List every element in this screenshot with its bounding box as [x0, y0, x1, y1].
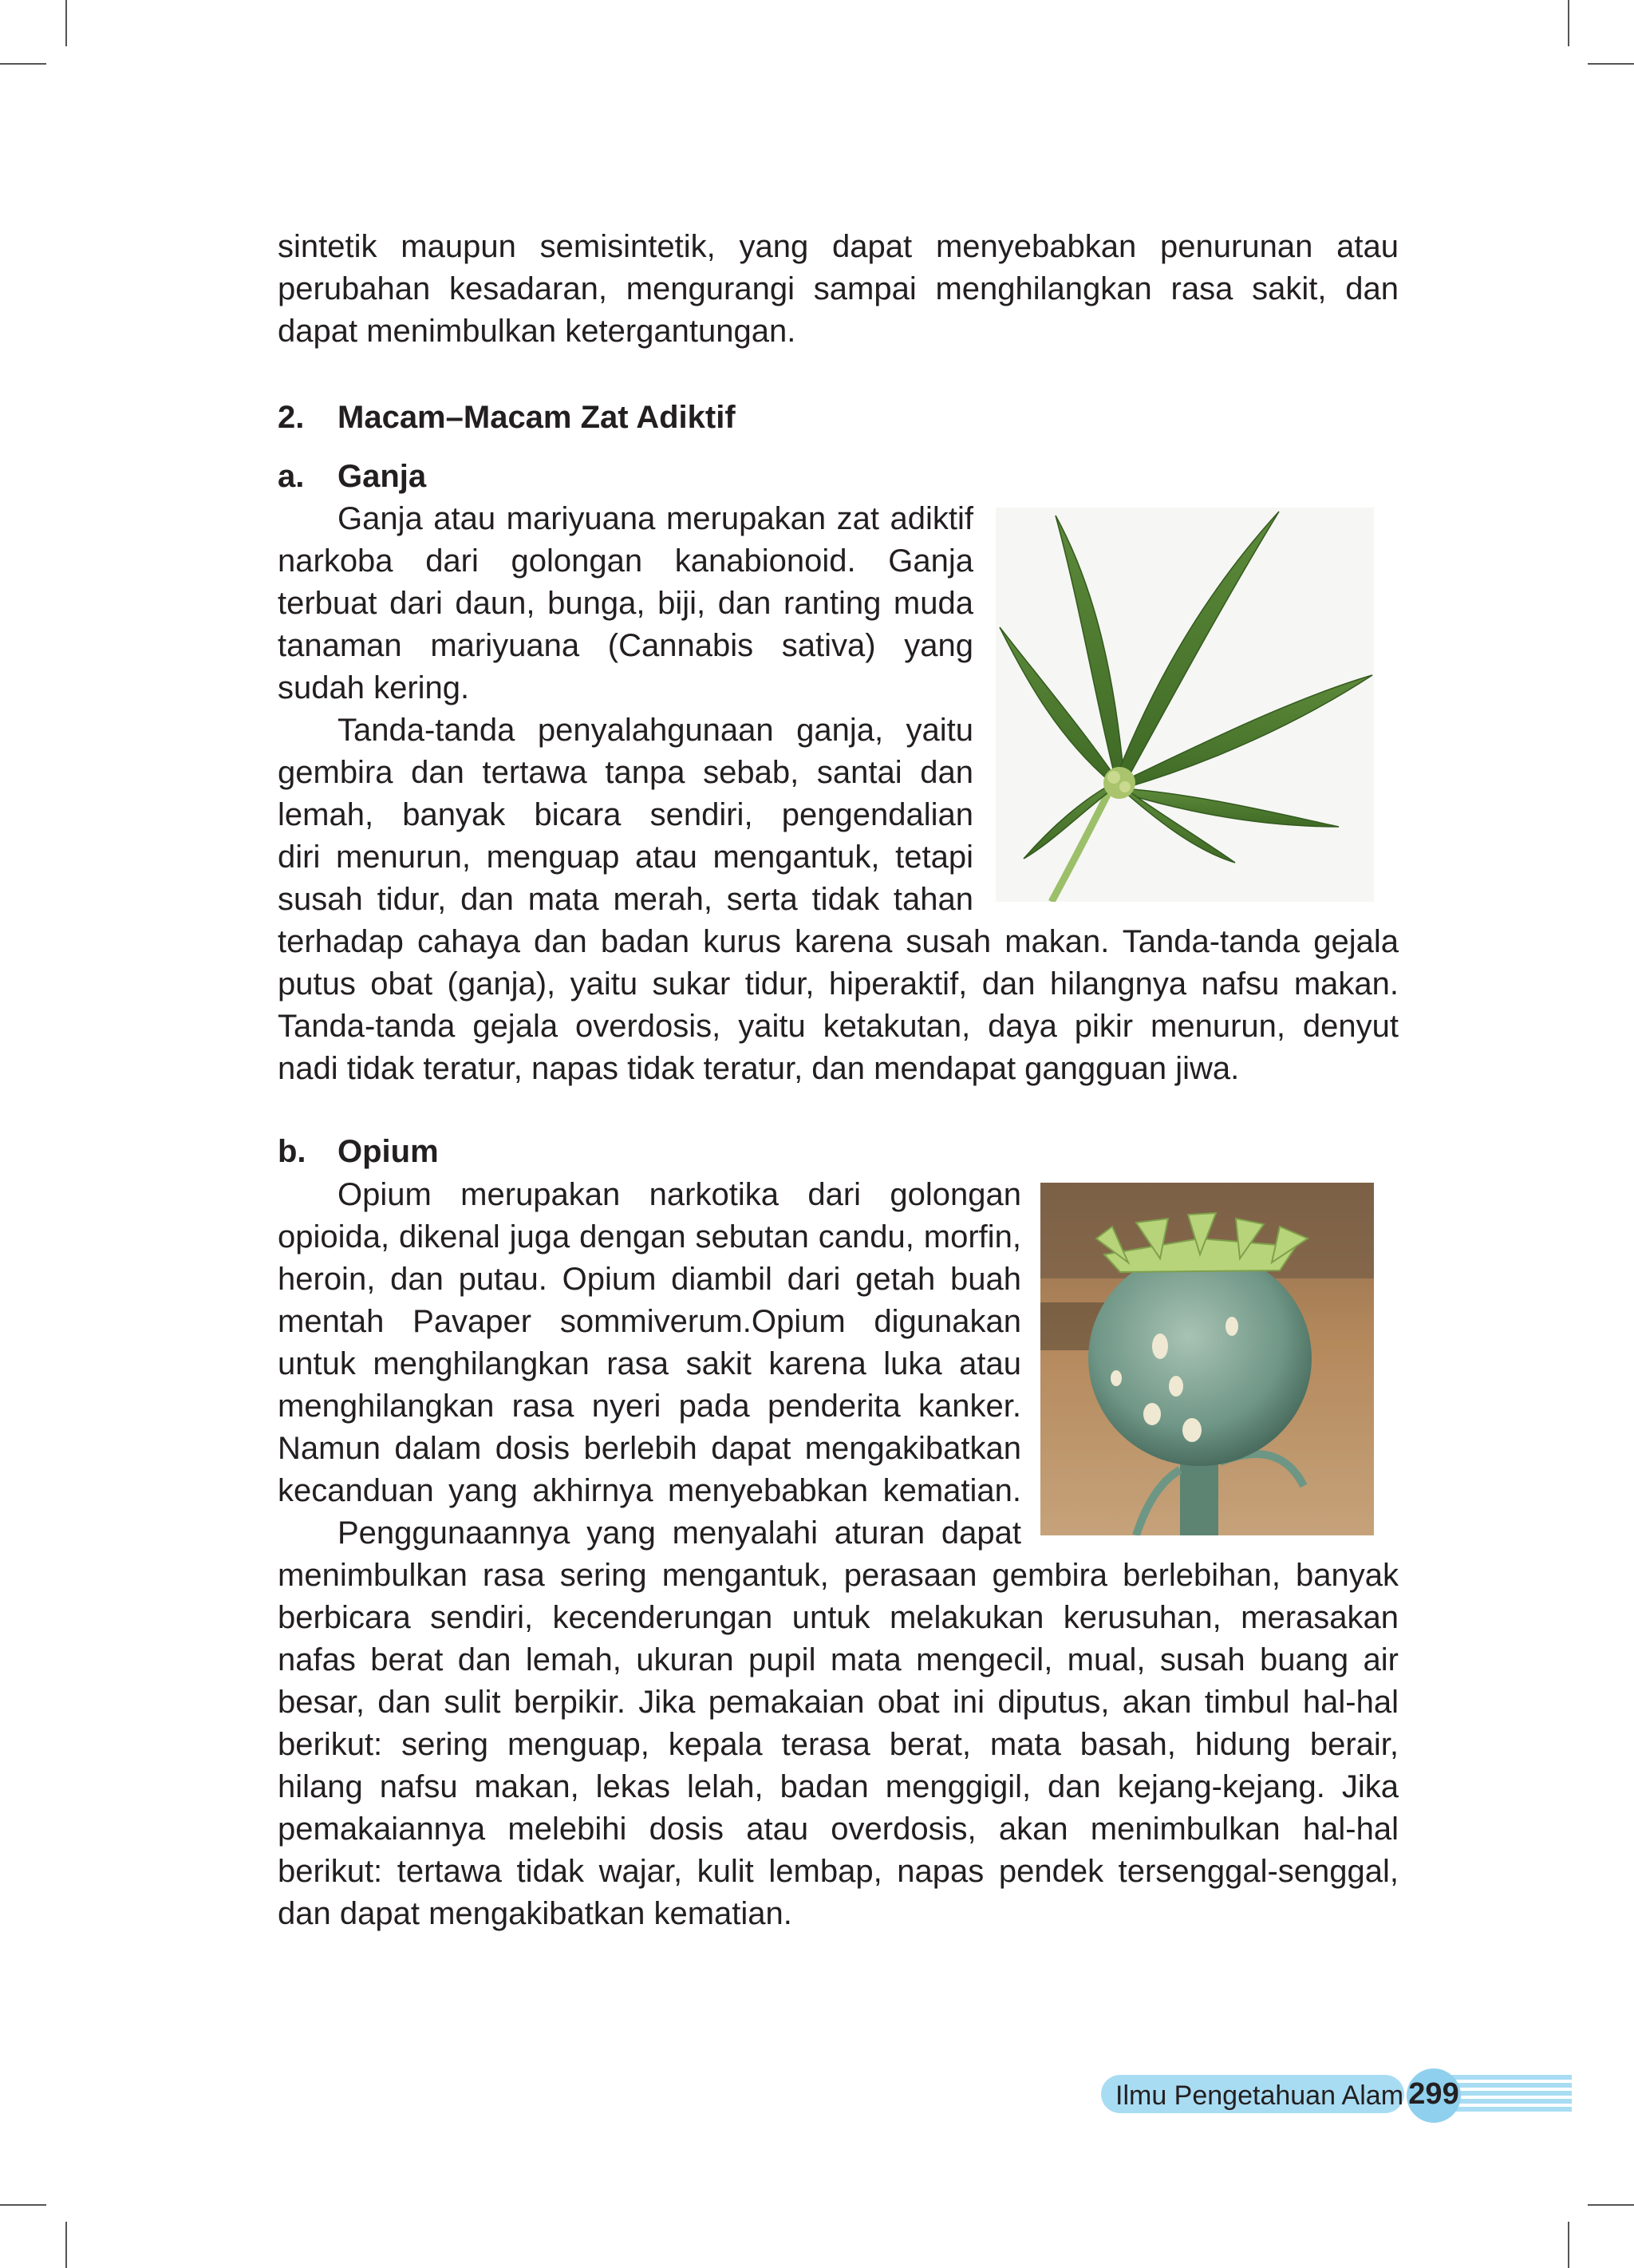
ganja-letter: a.: [278, 459, 305, 494]
opium-para1-line: Opium merupakan narkotika dari golongan: [337, 1177, 1021, 1212]
opium-para2-rest: menimbulkan rasa sering mengantuk, perasaan gembira berlebihan, banyak berbicara sendiri, kecenderungan untuk melakukan kerusuhan, merasakan nafas berat dan lemah, ukuran pupil mata mengecil, mual, susah buang air besar, dan sulit berpikir. Jika pemakaian obat ini diputus, akan timbul hal-hal berikut: sering menguap, kepala terasa berat, mata basah, hidung berair, hilang nafsu makan, lekas lelah, badan menggigil, dan kejang-kejang. Jika pemakaiannya melebihi dosis atau overdosis, akan menimbulkan hal-hal berikut: tertawa tidak wajar, kulit lembap, napas pendek tersenggal-senggal, dan dapat mengakibatkan kematian.: [278, 1558, 1399, 1931]
ganja-heading: [278, 456, 426, 498]
cannabis-leaf-image: [996, 508, 1374, 902]
section-number: 2.: [278, 400, 305, 435]
crop-mark-bottom-left-v: [65, 2222, 67, 2268]
crop-mark-top-left-h: [0, 63, 46, 65]
opium-para1-line: menghilangkan rasa nyeri pada penderita kanker.: [278, 1389, 1021, 1424]
ganja-para1-line: narkoba dari golongan kanabionoid. Ganja: [278, 543, 973, 579]
opium-narrow-column: [278, 1174, 1021, 1555]
ganja-para1-line: tanaman mariyuana (Cannabis sativa) yang: [278, 628, 973, 663]
opium-para1-line: heroin, dan putau. Opium diambil dari getah buah: [278, 1262, 1021, 1297]
crop-mark-bottom-left-h: [0, 2204, 46, 2206]
opium-poppy-svg: [1040, 1183, 1374, 1535]
opium-para2-first-line: Penggunaannya yang menyalahi aturan dapat: [337, 1515, 1021, 1551]
page-number: 299: [1408, 2077, 1459, 2111]
opium-para1-line: untuk menghilangkan rasa sakit karena luka atau: [278, 1346, 1021, 1381]
opium-para1-line: kecanduan yang akhirnya menyebabkan kematian.: [278, 1473, 1021, 1508]
ganja-para1-line: terbuat dari daun, bunga, biji, dan ranting muda: [278, 586, 973, 621]
crop-mark-top-right-v: [1568, 0, 1569, 46]
ganja-para2-line: Tanda-tanda penyalahgunaan ganja, yaitu: [337, 713, 973, 748]
ganja-para2-line: gembira dan tertawa tanpa sebab, santai dan: [278, 755, 973, 790]
section-title: Macam–Macam Zat Adiktif: [337, 400, 736, 435]
crop-mark-bottom-right-v: [1568, 2222, 1569, 2268]
ganja-para1-line: sudah kering.: [278, 670, 470, 705]
footer-subject: Ilmu Pengetahuan Alam: [1115, 2080, 1404, 2111]
ganja-para2-line: diri menurun, menguap atau mengantuk, tetapi: [278, 840, 973, 875]
ganja-para1-line: Ganja atau mariyuana merupakan zat adiktif: [337, 501, 973, 536]
opium-heading: [278, 1131, 439, 1173]
crop-mark-top-left-v: [65, 0, 67, 46]
opium-title: Opium: [337, 1134, 439, 1169]
ganja-para2-line: lemah, banyak bicara sendiri, pengendalian: [278, 797, 973, 832]
cannabis-leaf-svg: [996, 508, 1374, 902]
ganja-para2-rest: terhadap cahaya dan badan kurus karena susah makan. Tanda-tanda gejala putus obat (ganja), yaitu sukar tidur, hiperaktif, dan hilangnya nafsu makan. Tanda-tanda gejala overdosis, yaitu ketakutan, daya pikir menurun, denyut nadi tidak teratur, napas tidak teratur, dan mendapat gangguan jiwa.: [278, 924, 1399, 1086]
opium-para1-line: Namun dalam dosis berlebih dapat mengakibatkan: [278, 1431, 1021, 1466]
opium-para1-line: opioida, dikenal juga dengan sebutan candu, morfin,: [278, 1219, 1021, 1255]
crop-mark-top-right-h: [1588, 63, 1634, 65]
opium-poppy-image: [1040, 1183, 1374, 1535]
intro-paragraph: sintetik maupun semisintetik, yang dapat menyebabkan penurunan atau perubahan kesadaran, mengurangi sampai menghilangkan rasa sakit, dan dapat menimbulkan ketergantungan.: [278, 229, 1399, 349]
ganja-title: Ganja: [337, 459, 427, 494]
ganja-narrow-column: [278, 498, 973, 921]
crop-mark-bottom-right-h: [1588, 2204, 1634, 2206]
opium-para1-line: mentah Pavaper sommiverum.Opium digunakan: [278, 1304, 1021, 1339]
opium-letter: b.: [278, 1134, 306, 1169]
section-heading: [278, 397, 736, 439]
ganja-para2-line: susah tidur, dan mata merah, serta tidak tahan: [278, 882, 973, 917]
footer: [1101, 2068, 1572, 2123]
